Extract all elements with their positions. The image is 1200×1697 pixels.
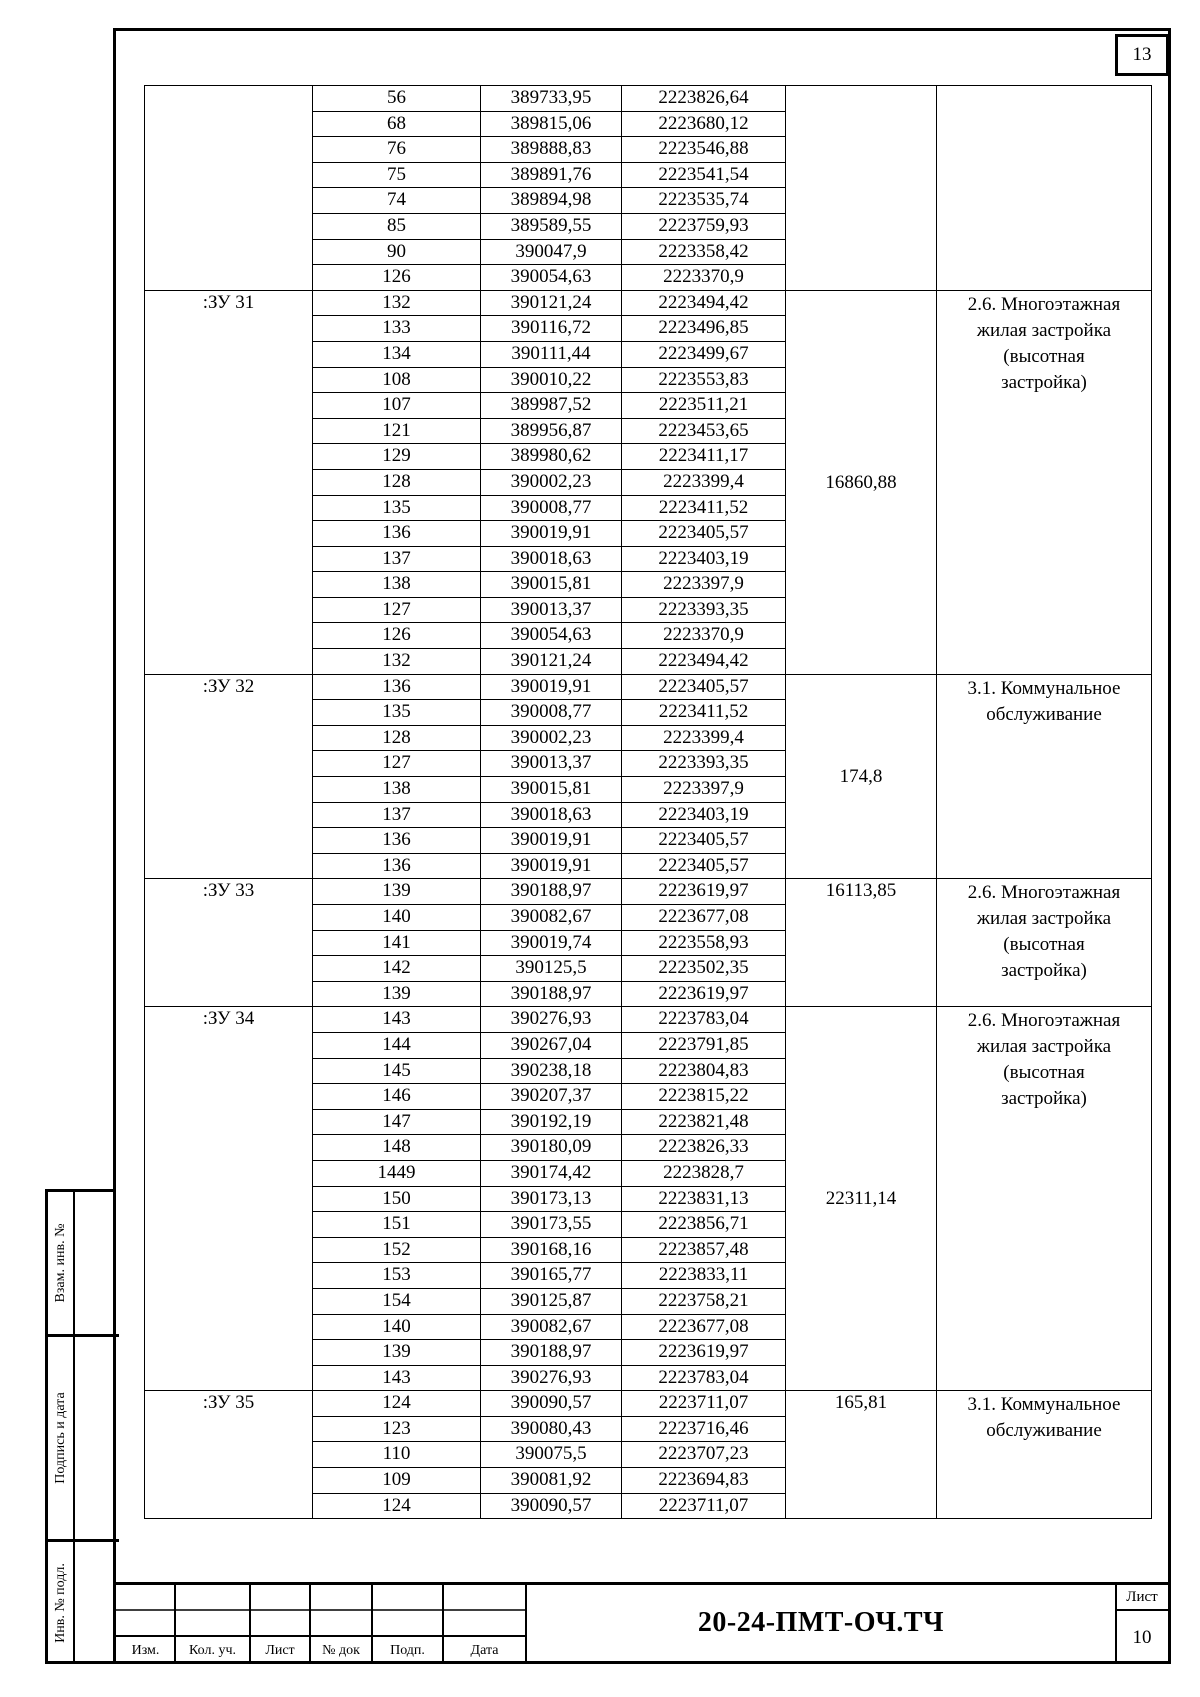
coord-y: 2223358,42 [622,239,786,265]
coord-y: 2223393,35 [622,597,786,623]
point-number: 139 [313,981,481,1007]
coord-y: 2223496,85 [622,316,786,342]
point-number: 74 [313,188,481,214]
sheet-number-top-value: 13 [1132,44,1152,65]
table-row [145,1391,1152,1417]
area-cell [786,86,937,291]
coord-x: 390082,67 [481,1314,622,1340]
point-number: 154 [313,1288,481,1314]
point-number: 107 [313,393,481,419]
point-number: 136 [313,828,481,854]
sheet-label: Лист [1126,1589,1158,1605]
point-number: 135 [313,700,481,726]
coord-y: 2223535,74 [622,188,786,214]
coord-x: 390207,37 [481,1084,622,1110]
point-number: 136 [313,674,481,700]
coord-x: 390192,19 [481,1109,622,1135]
purpose-line: застройка) [1001,960,1087,982]
coord-x: 390018,63 [481,546,622,572]
point-number: 1449 [313,1160,481,1186]
coord-x: 390180,09 [481,1135,622,1161]
coord-y: 2223821,48 [622,1109,786,1135]
sheet-number-top [1115,34,1169,76]
coord-x: 390002,23 [481,469,622,495]
side-label-signature-date: Подпись и дата [52,1392,68,1484]
coord-y: 2223677,08 [622,905,786,931]
sheet-value: 10 [1132,1627,1152,1648]
coord-x: 390008,77 [481,700,622,726]
coord-y: 2223759,93 [622,213,786,239]
coord-x: 390075,5 [481,1442,622,1468]
coord-x: 389589,55 [481,213,622,239]
table-row [145,674,1152,700]
coord-y: 2223405,57 [622,828,786,854]
purpose-line: (высотная [1003,345,1085,367]
coord-x: 390121,24 [481,649,622,675]
point-number: 108 [313,367,481,393]
purpose-cell [937,86,1152,291]
coord-y: 2223494,42 [622,290,786,316]
point-number: 140 [313,1314,481,1340]
purpose-line: 2.6. Многоэтажная [967,1010,1121,1032]
title-block-column-label: Дата [470,1643,499,1658]
point-number: 145 [313,1058,481,1084]
coord-y: 2223783,04 [622,1365,786,1391]
coord-x: 390173,13 [481,1186,622,1212]
parcel-area: 16860,88 [786,290,937,674]
side-stamp [45,1189,116,1664]
coord-x: 390015,81 [481,777,622,803]
title-block-column-label: Лист [265,1643,295,1658]
coord-y: 2223856,71 [622,1212,786,1238]
purpose-line: 3.1. Коммунальное [967,677,1121,699]
point-number: 136 [313,521,481,547]
table-row [145,86,1152,112]
coord-y: 2223619,97 [622,981,786,1007]
purpose-line: жилая застройка [976,908,1112,930]
coord-y: 2223399,4 [622,725,786,751]
point-number: 143 [313,1007,481,1033]
coord-y: 2223511,21 [622,393,786,419]
point-number: 68 [313,111,481,137]
coord-y: 2223411,17 [622,444,786,470]
coord-x: 390174,42 [481,1160,622,1186]
coord-y: 2223833,11 [622,1263,786,1289]
coord-x: 390168,16 [481,1237,622,1263]
point-number: 146 [313,1084,481,1110]
point-number: 147 [313,1109,481,1135]
coord-x: 390015,81 [481,572,622,598]
parcel-purpose [937,290,1152,674]
coord-x: 390047,9 [481,239,622,265]
coord-y: 2223815,22 [622,1084,786,1110]
coord-y: 2223502,35 [622,956,786,982]
purpose-line: застройка) [1001,1088,1087,1110]
coord-y: 2223405,57 [622,853,786,879]
coord-y: 2223707,23 [622,1442,786,1468]
coord-x: 390188,97 [481,1340,622,1366]
parcel-name: :ЗУ 33 [145,879,313,1007]
point-number: 124 [313,1391,481,1417]
coord-x: 390111,44 [481,341,622,367]
coord-y: 2223541,54 [622,162,786,188]
point-number: 76 [313,137,481,163]
coord-y: 2223370,9 [622,265,786,291]
coord-y: 2223758,21 [622,1288,786,1314]
point-number: 124 [313,1493,481,1519]
point-number: 152 [313,1237,481,1263]
point-number: 150 [313,1186,481,1212]
coord-x: 390090,57 [481,1493,622,1519]
coord-y: 2223831,13 [622,1186,786,1212]
coord-x: 390121,24 [481,290,622,316]
parcel-purpose [937,1007,1152,1391]
coord-y: 2223711,07 [622,1493,786,1519]
coord-x: 390054,63 [481,623,622,649]
purpose-line: (высотная [1003,1062,1085,1084]
coord-x: 390165,77 [481,1263,622,1289]
coord-x: 390013,37 [481,597,622,623]
coord-x: 390019,91 [481,674,622,700]
point-number: 142 [313,956,481,982]
table-row [145,879,1152,905]
title-block-column-label: Кол. уч. [189,1643,236,1658]
purpose-line: обслуживание [986,703,1102,725]
coord-y: 2223711,07 [622,1391,786,1417]
coord-x: 390125,87 [481,1288,622,1314]
parcel-purpose [937,674,1152,879]
coord-x: 390013,37 [481,751,622,777]
parcel-area: 174,8 [786,674,937,879]
point-number: 134 [313,341,481,367]
coord-y: 2223680,12 [622,111,786,137]
coord-y: 2223411,52 [622,495,786,521]
table-row [145,1007,1152,1033]
point-number: 132 [313,290,481,316]
coord-x: 390018,63 [481,802,622,828]
coord-x: 390276,93 [481,1007,622,1033]
coord-x: 390238,18 [481,1058,622,1084]
coord-y: 2223494,42 [622,649,786,675]
coord-y: 2223791,85 [622,1032,786,1058]
coord-x: 390019,74 [481,930,622,956]
coord-y: 2223370,9 [622,623,786,649]
coord-y: 2223558,93 [622,930,786,956]
point-number: 135 [313,495,481,521]
point-number: 138 [313,777,481,803]
point-number: 133 [313,316,481,342]
coord-y: 2223553,83 [622,367,786,393]
coord-x: 390019,91 [481,521,622,547]
title-block [116,1582,1168,1664]
point-number: 121 [313,418,481,444]
point-number: 56 [313,86,481,112]
coord-x: 390188,97 [481,879,622,905]
side-row-signature [48,1337,119,1542]
point-number: 109 [313,1468,481,1494]
purpose-line: 2.6. Многоэтажная [967,882,1121,904]
point-number: 148 [313,1135,481,1161]
point-number: 127 [313,751,481,777]
coord-x: 390019,91 [481,828,622,854]
purpose-line: жилая застройка [976,1036,1112,1058]
coord-y: 2223405,57 [622,674,786,700]
parcel-name: :ЗУ 34 [145,1007,313,1391]
coord-x: 390019,91 [481,853,622,879]
document-code: 20-24-ПМТ-ОЧ.ТЧ [697,1607,945,1638]
point-number: 127 [313,597,481,623]
side-label-inv-original: Инв. № подл. [52,1563,68,1643]
point-number: 137 [313,546,481,572]
parcel-purpose [937,879,1152,1007]
coord-y: 2223399,4 [622,469,786,495]
coord-x: 390002,23 [481,725,622,751]
coord-y: 2223499,67 [622,341,786,367]
purpose-line: 2.6. Многоэтажная [967,293,1121,315]
purpose-line: (высотная [1003,934,1085,956]
coord-y: 2223453,65 [622,418,786,444]
parcel-name: :ЗУ 32 [145,674,313,879]
point-number: 136 [313,853,481,879]
coord-y: 2223677,08 [622,1314,786,1340]
coord-x: 389956,87 [481,418,622,444]
point-number: 153 [313,1263,481,1289]
coord-x: 389891,76 [481,162,622,188]
point-number: 132 [313,649,481,675]
coord-y: 2223826,33 [622,1135,786,1161]
point-number: 139 [313,1340,481,1366]
coord-x: 390267,04 [481,1032,622,1058]
coord-x: 390080,43 [481,1416,622,1442]
coord-x: 389888,83 [481,137,622,163]
coord-y: 2223619,97 [622,879,786,905]
point-number: 138 [313,572,481,598]
coord-x: 390116,72 [481,316,622,342]
coord-x: 389733,95 [481,86,622,112]
purpose-line: обслуживание [986,1420,1102,1442]
coord-x: 389894,98 [481,188,622,214]
coord-y: 2223619,97 [622,1340,786,1366]
purpose-line: жилая застройка [976,319,1112,341]
coord-x: 390008,77 [481,495,622,521]
coord-y: 2223828,7 [622,1160,786,1186]
point-number: 90 [313,239,481,265]
point-number: 85 [313,213,481,239]
coord-x: 390090,57 [481,1391,622,1417]
coord-x: 390276,93 [481,1365,622,1391]
point-number: 129 [313,444,481,470]
coord-x: 390082,67 [481,905,622,931]
coord-x: 389815,06 [481,111,622,137]
point-number: 140 [313,905,481,931]
coord-y: 2223411,52 [622,700,786,726]
side-row-inv-replace [48,1192,119,1337]
point-number: 144 [313,1032,481,1058]
parcel-name: :ЗУ 35 [145,1391,313,1519]
point-number: 139 [313,879,481,905]
table-row [145,290,1152,316]
point-number: 151 [313,1212,481,1238]
coord-y: 2223826,64 [622,86,786,112]
coord-x: 390081,92 [481,1468,622,1494]
coord-y: 2223694,83 [622,1468,786,1494]
parcel-area: 16113,85 [786,879,937,1007]
coord-y: 2223716,46 [622,1416,786,1442]
side-label-inv-replace: Взам. инв. № [52,1223,68,1303]
side-row-inv-original [48,1542,119,1664]
coord-y: 2223397,9 [622,777,786,803]
title-block-column-label: № док [322,1643,360,1658]
point-number: 141 [313,930,481,956]
coord-x: 389980,62 [481,444,622,470]
point-number: 126 [313,265,481,291]
parcel-name: :ЗУ 31 [145,290,313,674]
point-number: 123 [313,1416,481,1442]
coord-x: 390010,22 [481,367,622,393]
coord-x: 389987,52 [481,393,622,419]
coord-x: 390125,5 [481,956,622,982]
parcel-name-cell [145,86,313,291]
coord-x: 390188,97 [481,981,622,1007]
title-block-column-label: Изм. [131,1643,160,1658]
purpose-line: 3.1. Коммунальное [967,1394,1121,1416]
coord-y: 2223403,19 [622,546,786,572]
point-number: 128 [313,725,481,751]
point-number: 137 [313,802,481,828]
parcel-area: 165,81 [786,1391,937,1519]
coord-x: 390054,63 [481,265,622,291]
coord-y: 2223393,35 [622,751,786,777]
coord-y: 2223857,48 [622,1237,786,1263]
coord-y: 2223405,57 [622,521,786,547]
point-number: 143 [313,1365,481,1391]
coord-y: 2223397,9 [622,572,786,598]
parcel-purpose [937,1391,1152,1519]
coord-y: 2223783,04 [622,1007,786,1033]
coord-y: 2223403,19 [622,802,786,828]
title-block-column-label: Подп. [390,1643,425,1658]
point-number: 110 [313,1442,481,1468]
parcel-area: 22311,14 [786,1007,937,1391]
point-number: 126 [313,623,481,649]
point-number: 75 [313,162,481,188]
coordinates-table [144,85,1152,1519]
purpose-line: застройка) [1001,371,1087,393]
point-number: 128 [313,469,481,495]
coord-y: 2223546,88 [622,137,786,163]
coord-y: 2223804,83 [622,1058,786,1084]
coord-x: 390173,55 [481,1212,622,1238]
